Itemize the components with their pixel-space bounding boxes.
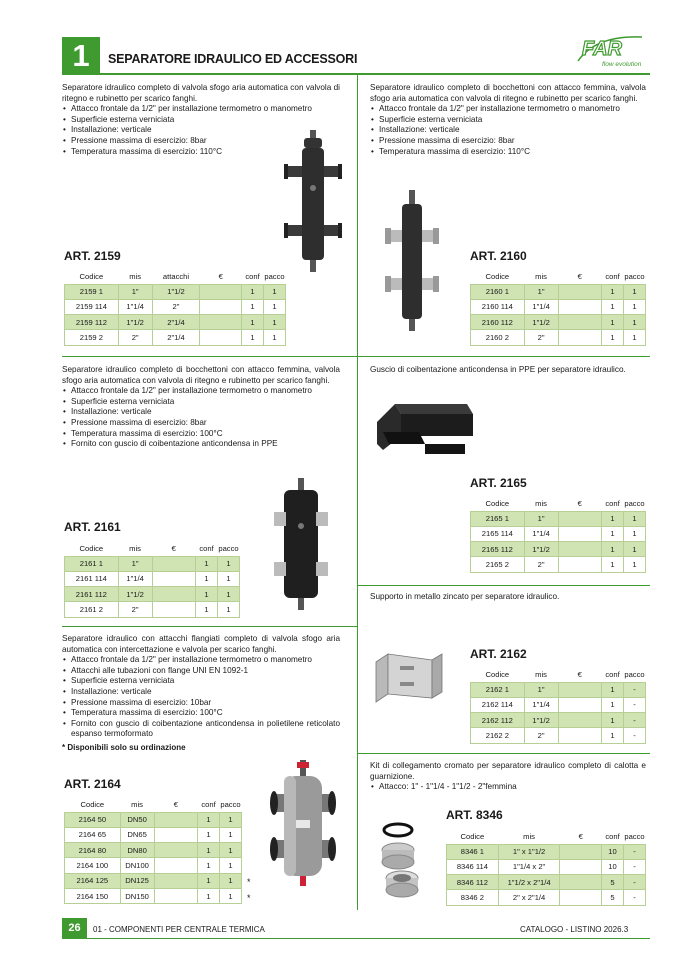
table-row: 2159 1 1" 1"1/2 1 1 bbox=[65, 284, 286, 299]
connection-kit-image bbox=[378, 820, 428, 900]
page-title: SEPARATORE IDRAULICO ED ACCESSORI bbox=[108, 52, 358, 66]
row-divider bbox=[357, 585, 650, 586]
table-row: 2164 100 DN100 1 1 bbox=[65, 858, 242, 873]
separator-image bbox=[382, 190, 442, 335]
art-2162-description: Supporto in metallo zincato per separatore idraulico. bbox=[370, 592, 560, 601]
art-2164-table: Codice mis € conf pacco 2164 50 DN50 1 1 2164 65 DN65 1 1 2164 80 DN80 1 1 2164 100 DN100 1 1 2164 125 DN125 1 1 2164 150 DN150 1 1 bbox=[64, 797, 242, 904]
row-divider bbox=[357, 753, 650, 754]
chapter-number: 1 bbox=[62, 37, 100, 75]
art-2165-description: Guscio di coibentazione anticondensa in PPE per separatore idraulico. bbox=[370, 365, 626, 374]
insulated-separator-image bbox=[270, 478, 332, 613]
table-row: 2164 125 DN125 1 1 bbox=[65, 873, 242, 888]
art-2165-title: ART. 2165 bbox=[470, 476, 527, 490]
table-row: 2159 112 1"1/2 2"1/4 1 1 bbox=[65, 315, 286, 330]
table-row: 8346 114 1"1/4 x 2" 10 - bbox=[447, 859, 646, 874]
footer-section: 01 - COMPONENTI PER CENTRALE TERMICA bbox=[93, 925, 265, 934]
art-2159-table: Codice mis attacchi € conf pacco 2159 1 1" 1"1/2 1 1 2159 114 1"1/4 2" 1 1 2159 112 1"1/2 2"1/4 1 1 2159 2 2" 2"1/4 1 1 bbox=[64, 269, 286, 346]
row-divider bbox=[62, 626, 357, 627]
art-2162-table: Codice mis € conf pacco 2162 1 1" 1 - 2162 114 1"1/4 1 - 2162 112 1"1/2 1 - 2162 2 2" 1 - bbox=[470, 667, 646, 744]
table-row: 2159 2 2" 2"1/4 1 1 bbox=[65, 330, 286, 345]
order-only-marker: * bbox=[247, 893, 251, 903]
table-row: 2165 112 1"1/2 1 1 bbox=[471, 542, 646, 557]
art-2159-description: Separatore idraulico completo di valvola sfogo aria automatica con valvola di ritegno e rubinetto per scarico fanghi. • Attacco frontale da 1/2" per installazione termometro o manometro • Superficie esterna verniciata • Installazione: verticale • Pressione massima di esercizio: 8bar • Temperatura massima di esercizio: 110°C bbox=[62, 83, 340, 157]
insulation-shell-image bbox=[375, 392, 475, 462]
separator-image bbox=[280, 130, 350, 280]
table-row: 2160 1 1" 1 1 bbox=[471, 284, 646, 299]
art-8346-table: Codice mis € conf pacco 8346 1 1" x 1"1/2 10 - 8346 114 1"1/4 x 2" 10 - 8346 112 1"1/2 x 2"1/4 5 - 8346 2 2" x 2"1/4 5 - bbox=[446, 829, 646, 906]
art-2160-description: Separatore idraulico completo di bocchettoni con attacco femmina, valvola sfogo aria automatica con valvola di ritegno e rubinetto per scarico fanghi. • Attacco frontale da 1/2" per installazione termometro o manometro • Superficie esterna verniciata • Installazione: verticale • Pressione massima di esercizio: 8bar • Temperatura massima di esercizio: 110°C bbox=[370, 83, 646, 157]
far-logo bbox=[576, 31, 646, 71]
row-divider bbox=[62, 356, 650, 357]
table-row: 2160 112 1"1/2 1 1 bbox=[471, 315, 646, 330]
art-2165-table: Codice mis € conf pacco 2165 1 1" 1 1 2165 114 1"1/4 1 1 2165 112 1"1/2 1 1 2165 2 2" 1 1 bbox=[470, 496, 646, 573]
table-row: 2161 112 1"1/2 1 1 bbox=[65, 587, 240, 602]
art-2164-description: Separatore idraulico con attacchi flangiati completo di valvola sfogo aria automatica con intercettazione e valvola per scarico fanghi. • Attacco frontale da 1/2" per installazione termometro o manometro • Attacchi alle tubazioni con flange UNI EN 1092-1 • Superficie esterna verniciata • Installazione: verticale • Pressione massima di esercizio: 10bar • Temperatura massima di esercizio: 100°C • Fornito con guscio di coibentazione anticondensa in polietilene reticolato espanso termoformato * Disponibili solo su ordinazione bbox=[62, 634, 340, 754]
order-only-marker: * bbox=[247, 877, 251, 887]
art-2160-title: ART. 2160 bbox=[470, 249, 527, 263]
header-rule bbox=[62, 73, 650, 75]
table-row: 2159 114 1"1/4 2" 1 1 bbox=[65, 299, 286, 314]
table-row: 2160 114 1"1/4 1 1 bbox=[471, 299, 646, 314]
page-number: 26 bbox=[62, 918, 87, 938]
table-row: 2165 114 1"1/4 1 1 bbox=[471, 526, 646, 541]
table-row: 2162 1 1" 1 - bbox=[471, 682, 646, 697]
art-2161-title: ART. 2161 bbox=[64, 520, 121, 534]
table-row: 2164 50 DN50 1 1 bbox=[65, 812, 242, 827]
table-row: 2162 112 1"1/2 1 - bbox=[471, 713, 646, 728]
art-2160-table: Codice mis € conf pacco 2160 1 1" 1 1 2160 114 1"1/4 1 1 2160 112 1"1/2 1 1 2160 2 2" 1 1 bbox=[470, 269, 646, 346]
art-8346-title: ART. 8346 bbox=[446, 808, 503, 822]
table-row: 2161 2 2" 1 1 bbox=[65, 602, 240, 617]
flanged-separator-image bbox=[268, 760, 338, 888]
table-row: 2160 2 2" 1 1 bbox=[471, 330, 646, 345]
table-row: 2162 114 1"1/4 1 - bbox=[471, 697, 646, 712]
logo-tagline: flow evolution bbox=[602, 61, 642, 68]
art-2164-title: ART. 2164 bbox=[64, 777, 121, 791]
logo-text: FAR bbox=[582, 38, 622, 60]
footer-catalog: CATALOGO - LISTINO 2026.3 bbox=[520, 925, 629, 934]
table-row: 2161 1 1" 1 1 bbox=[65, 556, 240, 571]
wall-bracket-image bbox=[370, 650, 445, 708]
table-row: 2164 80 DN80 1 1 bbox=[65, 843, 242, 858]
table-row: 2162 2 2" 1 - bbox=[471, 728, 646, 743]
art-2161-description: Separatore idraulico completo di bocchettoni con attacco femmina, valvola sfogo aria automatica con valvola di ritegno e rubinetto per scarico fanghi. • Attacco frontale da 1/2" per installazione termometro o manometro • Superficie esterna verniciata • Installazione: verticale • Pressione massima di esercizio: 8bar • Temperatura massima di esercizio: 100°C • Fornito con guscio di coibentazione anticondensa in PPE bbox=[62, 365, 340, 450]
art-2162-title: ART. 2162 bbox=[470, 647, 527, 661]
table-row: 8346 1 1" x 1"1/2 10 - bbox=[447, 844, 646, 859]
table-row: 2165 1 1" 1 1 bbox=[471, 511, 646, 526]
art-8346-description: Kit di collegamento cromato per separatore idraulico completo di calotta e guarnizione. • Attacco: 1" - 1"1/4 - 1"1/2 - 2"femmina bbox=[370, 761, 646, 793]
table-row: 2164 65 DN65 1 1 bbox=[65, 827, 242, 842]
art-2159-title: ART. 2159 bbox=[64, 249, 121, 263]
table-row: 8346 2 2" x 2"1/4 5 - bbox=[447, 890, 646, 905]
table-row: 8346 112 1"1/2 x 2"1/4 5 - bbox=[447, 875, 646, 890]
table-row: 2164 150 DN150 1 1 bbox=[65, 888, 242, 903]
footer-rule bbox=[62, 938, 650, 939]
table-row: 2161 114 1"1/4 1 1 bbox=[65, 571, 240, 586]
availability-note: * Disponibili solo su ordinazione bbox=[62, 742, 186, 752]
column-divider bbox=[357, 75, 358, 910]
table-row: 2165 2 2" 1 1 bbox=[471, 557, 646, 572]
art-2161-table: Codice mis € conf pacco 2161 1 1" 1 1 2161 114 1"1/4 1 1 2161 112 1"1/2 1 1 2161 2 2" 1 1 bbox=[64, 541, 240, 618]
